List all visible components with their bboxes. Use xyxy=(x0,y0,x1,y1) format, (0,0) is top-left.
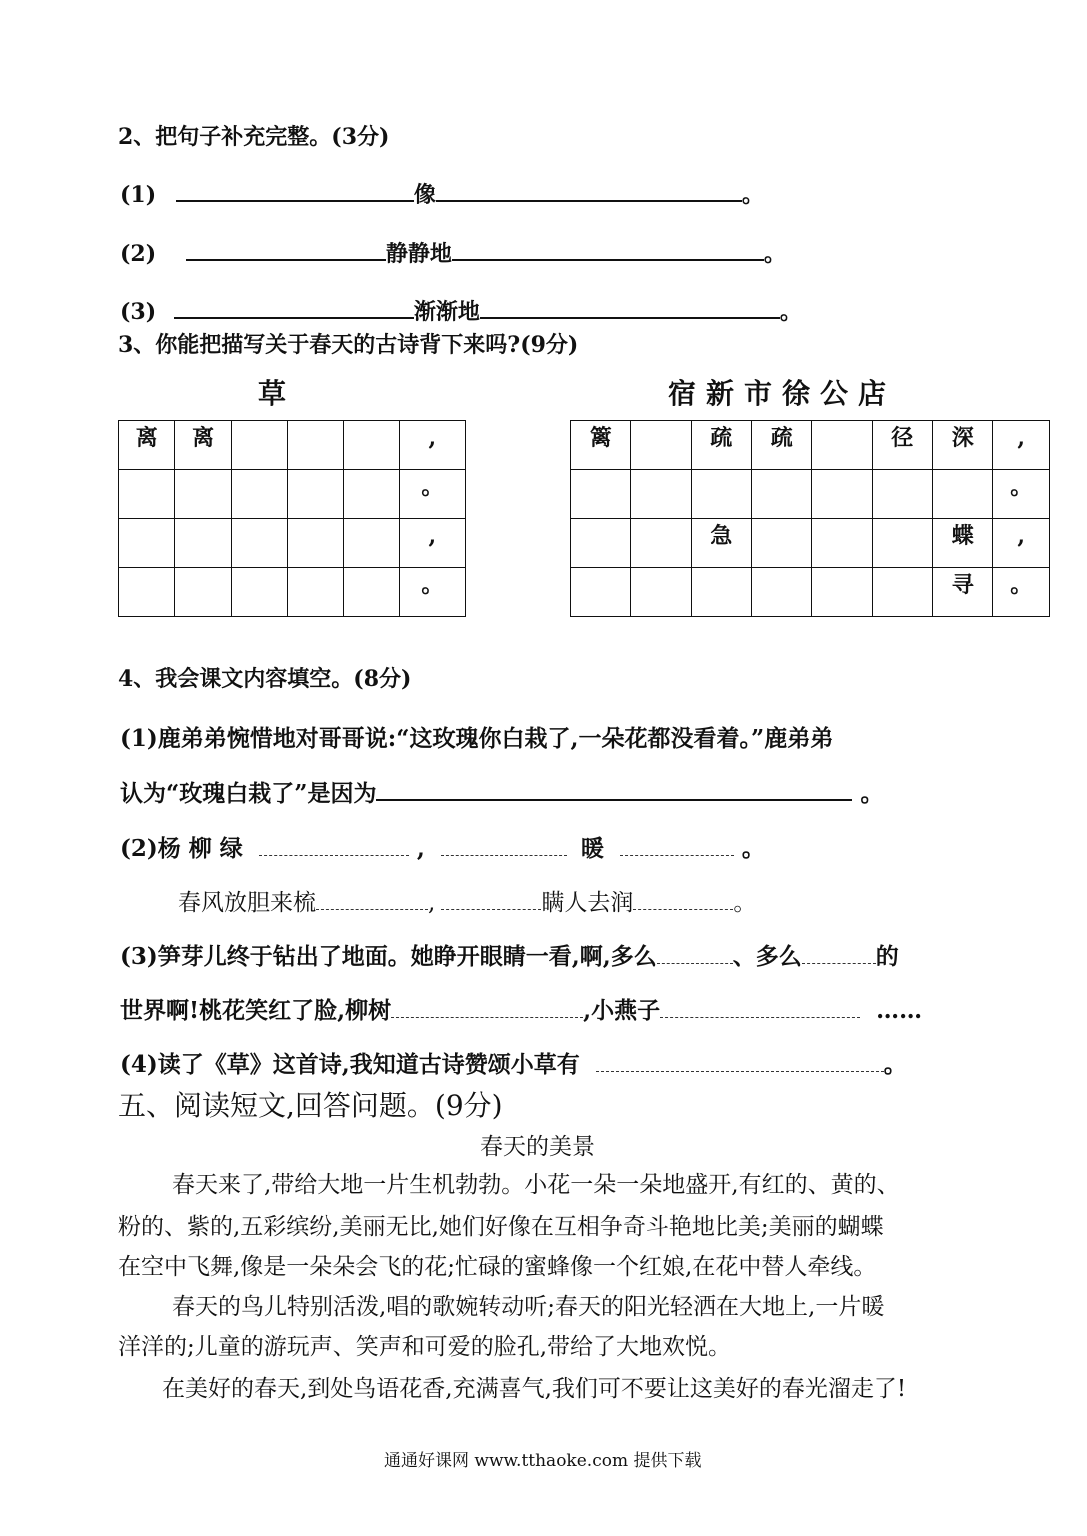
grid-cell[interactable] xyxy=(812,421,872,470)
grid-punct: 。 xyxy=(399,470,465,519)
grid-cell[interactable] xyxy=(287,421,343,470)
q4-item3-blank-3[interactable] xyxy=(391,997,583,1018)
grid-cell[interactable] xyxy=(231,568,287,617)
q4-item1-line2 xyxy=(120,775,883,808)
grid-cell[interactable]: 蝶 xyxy=(933,519,993,568)
poem2-title: 宿新市徐公店 xyxy=(668,377,897,410)
grid-punct: , xyxy=(399,519,465,568)
grid-punct: , xyxy=(399,421,465,470)
q4-item2-end: 。 xyxy=(741,835,765,862)
grid-cell[interactable] xyxy=(812,470,872,519)
poem1-title: 草 xyxy=(258,377,297,410)
passage-p1-line2: 粉的、紫的,五彩缤纷,美丽无比,她们好像在互相争奇斗艳地比美;美丽的蝴蝶 xyxy=(118,1214,884,1240)
grid-cell[interactable]: 急 xyxy=(691,519,751,568)
q4-item1-text: 认为“玫瑰白栽了”是因为 xyxy=(120,780,377,807)
grid-cell[interactable]: 篱 xyxy=(571,421,631,470)
q2-item-3 xyxy=(120,295,802,326)
grid-cell[interactable] xyxy=(872,519,932,568)
grid-cell[interactable] xyxy=(631,421,691,470)
q2-item-1-blank-b[interactable] xyxy=(436,180,742,202)
grid-cell[interactable]: 径 xyxy=(872,421,932,470)
grid-cell[interactable]: 寻 xyxy=(933,568,993,617)
q2-item-2-end: 。 xyxy=(763,241,786,267)
q4-item3-blank-4[interactable] xyxy=(660,997,860,1018)
q4-item2-line1 xyxy=(120,830,765,863)
grid-cell[interactable] xyxy=(872,568,932,617)
q4-item3-d: 世界啊!桃花笑红了脸,柳树 xyxy=(120,997,392,1024)
grid-cell[interactable] xyxy=(343,568,399,617)
grid-cell[interactable]: 离 xyxy=(119,421,175,470)
q4-item3-c: 的 xyxy=(875,943,899,970)
q2-item-1-num: (1) xyxy=(120,182,157,208)
q4-item3-blank-2[interactable] xyxy=(802,943,876,964)
q4-item4 xyxy=(120,1046,907,1079)
grid-punct: 。 xyxy=(399,568,465,617)
footer: 通通好课网 www.tthaoke.com 提供下载 xyxy=(384,1451,702,1471)
grid-cell[interactable] xyxy=(752,519,812,568)
grid-punct: , xyxy=(993,519,1050,568)
q4-item3-line1 xyxy=(120,938,899,971)
grid-cell[interactable] xyxy=(175,519,231,568)
grid-cell[interactable] xyxy=(119,470,175,519)
grid-cell[interactable] xyxy=(287,470,343,519)
grid-cell[interactable] xyxy=(287,568,343,617)
q2-item-3-blank-b[interactable] xyxy=(480,297,780,319)
grid-cell[interactable] xyxy=(812,568,872,617)
grid-cell[interactable] xyxy=(631,470,691,519)
q2-heading: 2、把句子补充完整。(3分) xyxy=(118,124,390,150)
grid-cell[interactable]: 疏 xyxy=(752,421,812,470)
q4-item2-blank-6[interactable] xyxy=(633,889,733,910)
grid-punct: , xyxy=(993,421,1050,470)
q4-item2-blank-1[interactable] xyxy=(259,835,409,856)
grid-cell[interactable] xyxy=(752,470,812,519)
passage-p1-line1: 春天来了,带给大地一片生机勃勃。小花一朵一朵地盛开,有红的、黄的、 xyxy=(172,1172,900,1198)
q4-item2-blank-3[interactable] xyxy=(620,835,734,856)
q2-item-1-blank-a[interactable] xyxy=(176,180,414,202)
q4-item2-blank-4[interactable] xyxy=(316,889,428,910)
q4-item1-line1: (1)鹿弟弟惋惜地对哥哥说:“这玫瑰你白栽了,一朵花都没看着。”鹿弟弟 xyxy=(120,725,834,752)
q4-item3-a: (3)笋芽儿终于钻出了地面。她睁开眼睛一看,啊,多么 xyxy=(120,943,657,970)
grid-cell[interactable] xyxy=(175,568,231,617)
q2-item-3-word: 渐渐地 xyxy=(413,299,480,325)
passage-p3-line1: 在美好的春天,到处鸟语花香,充满喜气,我们可不要让这美好的春光溜走了! xyxy=(162,1376,907,1402)
grid-cell[interactable] xyxy=(691,470,751,519)
grid-punct: 。 xyxy=(993,568,1050,617)
q2-item-3-end: 。 xyxy=(779,299,802,325)
q4-item3-f: …… xyxy=(876,997,923,1024)
q2-item-1-word: 像 xyxy=(413,182,436,208)
q4-item4-a: (4)读了《草》这首诗,我知道古诗赞颂小草有 xyxy=(120,1051,580,1078)
grid-cell[interactable] xyxy=(119,568,175,617)
q4-item2-comma: , xyxy=(416,835,425,862)
grid-cell[interactable] xyxy=(343,421,399,470)
q2-item-2-word: 静静地 xyxy=(385,241,452,267)
grid-cell[interactable] xyxy=(119,519,175,568)
q4-item3-blank-1[interactable] xyxy=(657,943,733,964)
q3-heading: 3、你能把描写关于春天的古诗背下来吗?(9分) xyxy=(118,332,579,358)
q4-item2-line2-end: 。 xyxy=(733,890,757,916)
grid-cell[interactable]: 深 xyxy=(933,421,993,470)
grid-cell[interactable] xyxy=(231,421,287,470)
grid-cell[interactable] xyxy=(231,470,287,519)
grid-cell[interactable] xyxy=(571,519,631,568)
grid-cell[interactable] xyxy=(571,568,631,617)
q4-item4-blank[interactable] xyxy=(596,1051,884,1072)
q2-item-2-num: (2) xyxy=(120,241,157,267)
grid-cell[interactable] xyxy=(933,470,993,519)
grid-cell[interactable] xyxy=(343,470,399,519)
q2-item-1-end: 。 xyxy=(741,182,764,208)
passage-p2-line2: 洋洋的;儿童的游玩声、笑声和可爱的脸孔,带给了大地欢悦。 xyxy=(118,1334,732,1360)
grid-cell[interactable] xyxy=(631,519,691,568)
q4-item2-line2 xyxy=(178,884,756,917)
q4-item2-b: 暖 xyxy=(580,835,604,862)
grid-cell[interactable] xyxy=(691,568,751,617)
q4-item2-blank-2[interactable] xyxy=(441,835,567,856)
grid-cell[interactable]: 疏 xyxy=(691,421,751,470)
grid-punct: 。 xyxy=(993,470,1050,519)
poem2-grid xyxy=(570,420,1050,617)
q4-heading: 4、我会课文内容填空。(8分) xyxy=(118,666,412,692)
passage-p2-line1: 春天的鸟儿特别活泼,唱的歌婉转动听;春天的阳光轻洒在大地上,一片暖 xyxy=(172,1294,885,1320)
q4-item2-line2-b: 瞒人去润 xyxy=(541,890,634,916)
grid-cell[interactable] xyxy=(872,470,932,519)
q4-item2-a: (2)杨 柳 绿 xyxy=(120,835,243,862)
passage-title: 春天的美景 xyxy=(480,1134,595,1160)
q4-item4-end: 。 xyxy=(883,1051,907,1078)
q2-item-3-num: (3) xyxy=(120,299,157,325)
q2-item-2-blank-a[interactable] xyxy=(186,239,386,261)
q2-item-2 xyxy=(120,237,786,268)
grid-cell[interactable] xyxy=(812,519,872,568)
grid-cell[interactable] xyxy=(571,470,631,519)
q4-item3-e: ,小燕子 xyxy=(583,997,661,1024)
grid-cell[interactable] xyxy=(231,519,287,568)
grid-cell[interactable] xyxy=(343,519,399,568)
q2-item-2-blank-b[interactable] xyxy=(452,239,764,261)
grid-cell[interactable] xyxy=(752,568,812,617)
q4-item1-blank[interactable] xyxy=(376,779,852,801)
grid-cell[interactable] xyxy=(631,568,691,617)
grid-cell[interactable] xyxy=(287,519,343,568)
passage-p1-line3: 在空中飞舞,像是一朵朵会飞的花;忙碌的蜜蜂像一个红娘,在花中替人牵线。 xyxy=(118,1254,877,1280)
q4-item2-line2-comma: , xyxy=(428,890,436,916)
q4-item3-b: 、多么 xyxy=(732,943,802,970)
q4-item1-end: 。 xyxy=(860,780,884,807)
q4-item2-blank-5[interactable] xyxy=(441,889,541,910)
q5-heading: 五、阅读短文,回答问题。(9分) xyxy=(118,1089,503,1122)
poem1-grid xyxy=(118,420,466,617)
q2-item-1 xyxy=(120,178,764,209)
q4-item3-line2 xyxy=(120,992,922,1025)
grid-cell[interactable] xyxy=(175,470,231,519)
q4-item2-line2-a: 春风放胆来梳 xyxy=(178,890,316,916)
grid-cell[interactable]: 离 xyxy=(175,421,231,470)
q2-item-3-blank-a[interactable] xyxy=(174,297,414,319)
